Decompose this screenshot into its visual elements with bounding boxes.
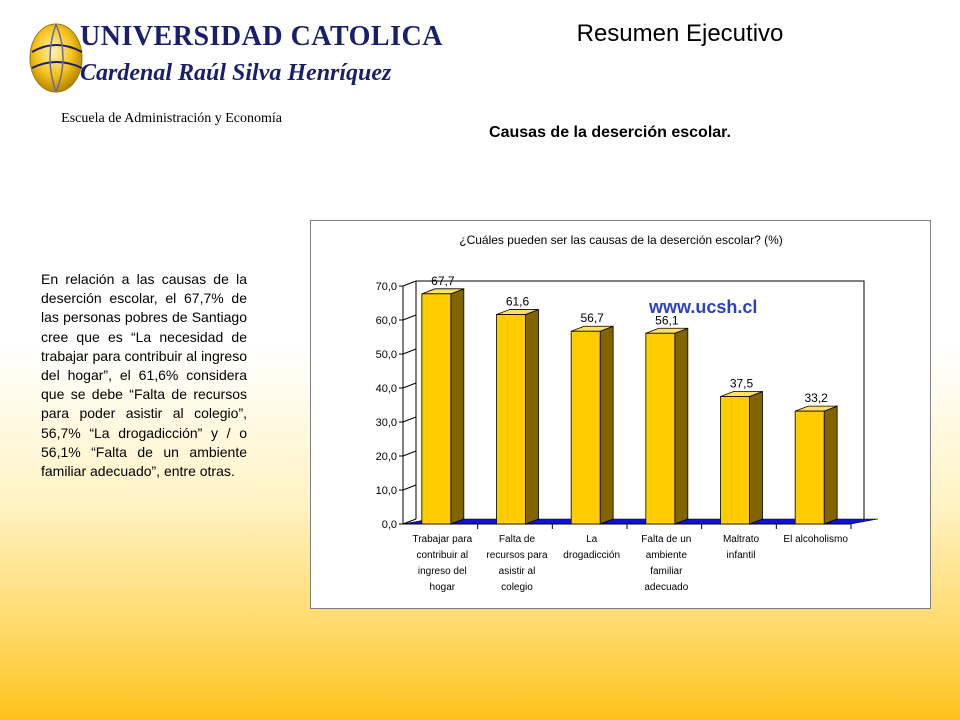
chart-frame [310,220,931,609]
y-tick-label: 20,0 [375,451,397,463]
y-tick-label: 30,0 [375,417,397,429]
bar [497,315,526,524]
bar-value-label: 37,5 [729,376,754,391]
y-tick-label: 0,0 [381,519,397,531]
x-tick-label: Falta de un [641,534,692,545]
chart-watermark: www.ucsh.cl [649,297,758,317]
bar-value-label: 67,7 [431,273,455,288]
bar-side [600,326,613,524]
logo-university-name: UNIVERSIDAD CATOLICA [80,21,443,52]
y-tick-label: 10,0 [375,485,397,497]
x-tick-label: hogar [429,582,456,593]
x-tick-label: Trabajar para [412,534,473,545]
school-name: Escuela de Administración y Economía [61,111,282,126]
bar [571,331,600,524]
y-depth-tick [403,281,416,286]
x-tick-label: ingreso del [417,566,467,577]
page-title: Resumen Ejecutivo [576,20,784,47]
bar-value-label: 56,1 [655,313,679,328]
bar-chart [311,221,930,608]
x-tick-label: Maltrato [722,534,760,545]
x-tick-label: drogadicción [563,550,621,561]
bar-side [824,406,837,524]
logo-wordmark [80,20,443,88]
y-tick-label: 60,0 [375,315,397,327]
y-tick-label: 40,0 [375,383,397,395]
chart-title: ¿Cuáles pueden ser las causas de la deserción escolar? (%) [459,233,783,247]
y-depth-tick [403,383,416,388]
bar-side [675,328,688,524]
summary-paragraph: En relación a las causas de la deserción escolar, el 67,7% de las personas pobres de Santiago cree que es “La necesidad de trabajar para contribuir al ingreso del hogar”, el 61,6% considera que se debe “Falta de recursos para poder asistir al colegio”, 56,7% “La drogadicción” y / o 56,1% “Falta de un ambiente familiar adecuado”, entre otras. [41,271,247,480]
y-depth-tick [403,485,416,490]
x-tick-label: adecuado [644,582,689,593]
x-tick-label: Falta de [498,534,536,545]
section-subtitle: Causas de la deserción escolar. [489,124,731,141]
x-tick-label: infantil [726,550,756,561]
x-tick-label: asistir al [498,566,536,577]
y-tick-label: 50,0 [375,349,397,361]
y-depth-tick [403,417,416,422]
x-tick-label: El alcoholismo [783,534,848,545]
bar-side [526,310,539,524]
x-tick-label: La [586,534,598,545]
bar-value-label: 56,7 [580,311,604,326]
bar [422,294,451,524]
bar [795,411,824,524]
y-depth-tick [403,315,416,320]
bar [646,333,675,524]
y-tick-label: 70,0 [375,281,397,293]
bar-side [750,392,763,525]
university-logo [24,12,443,104]
x-tick-label: recursos para [486,550,548,561]
x-tick-label: familiar [650,566,683,577]
x-tick-label: ambiente [645,550,687,561]
x-tick-label: colegio [501,582,533,593]
bar-side [451,289,464,524]
y-depth-tick [403,451,416,456]
bar [721,397,750,525]
bar-value-label: 33,2 [804,391,828,406]
x-tick-label: contribuir al [416,550,469,561]
bar-value-label: 61,6 [505,294,530,309]
y-depth-tick [403,349,416,354]
logo-cardinal-name: Cardenal Raúl Silva Henríquez [80,60,392,86]
